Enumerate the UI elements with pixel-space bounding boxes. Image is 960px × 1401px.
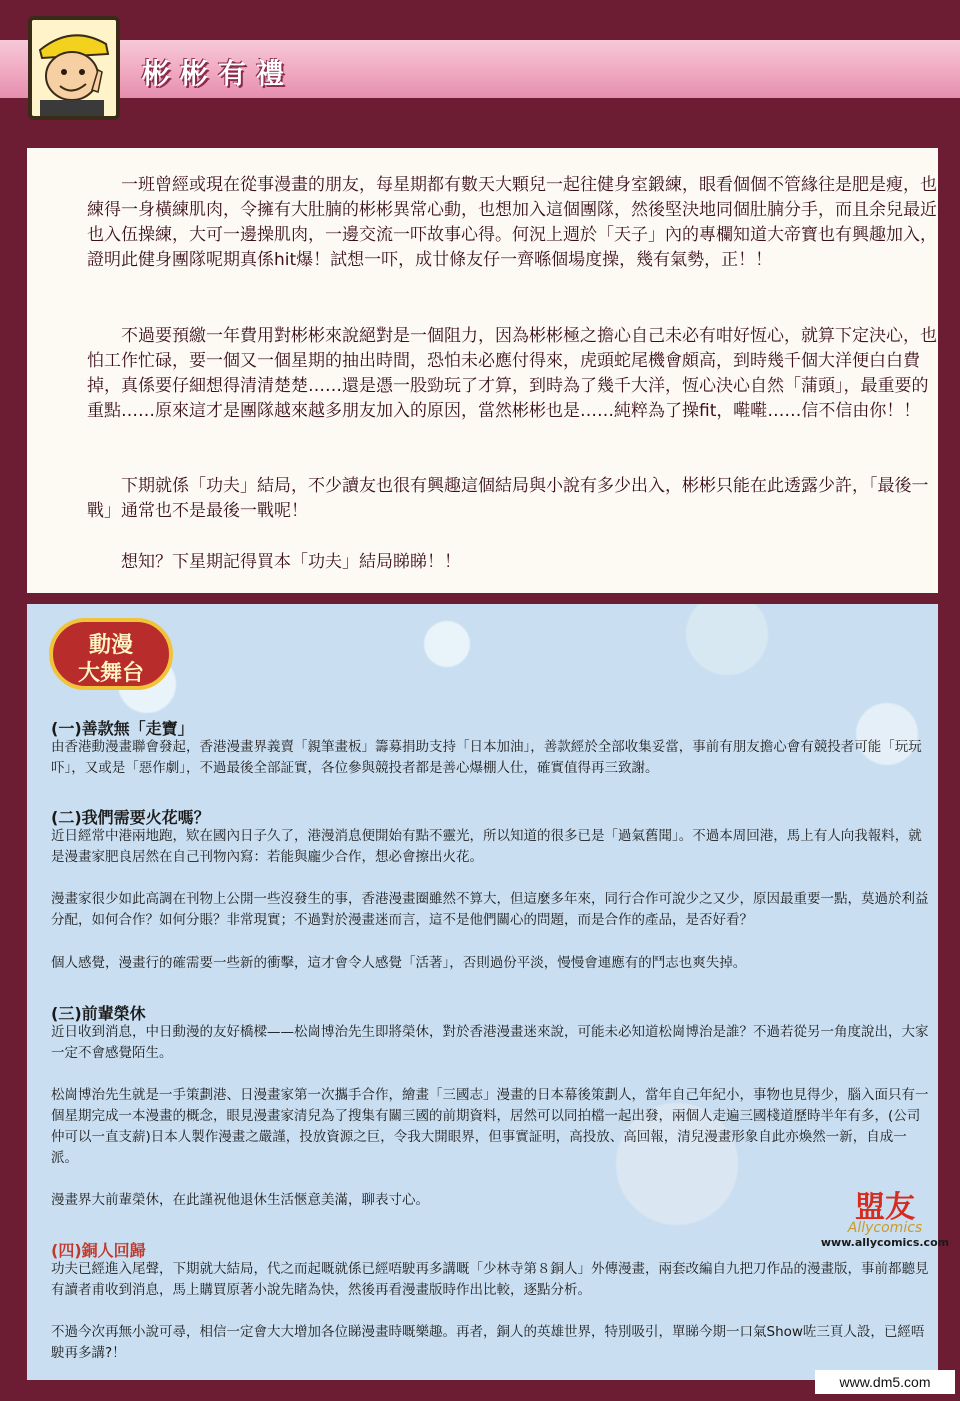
section-paragraph: 個人感覺，漫畫行的確需要一些新的衝擊，這才會令人感覺「活著」，否則過份平淡，慢慢會連應有的鬥志也爽失掉。	[51, 955, 747, 971]
logo-line-2: 大舞台	[77, 660, 144, 686]
column-paragraph: 想知？下星期記得買本「功夫」結局睇睇！！	[121, 552, 461, 572]
watermark-brand-en: Allycomics	[847, 1220, 923, 1236]
section-heading: (四)銅人回歸	[51, 1241, 146, 1260]
section-paragraph: 由香港動漫畫聯會發起，香港漫畫界義賣「親筆畫板」籌募捐助支持「日本加油」，善款經於全部收集妥當，事前有朋友擔心會有競投者可能「玩玩吓」，又或是「惡作劇」，不過最後全部証實，各位參與競投者都是善心爆棚人仕，確實值得再三致謝。	[51, 739, 922, 776]
section-heading: (二)我們需要火花嗎？	[51, 808, 210, 827]
section-paragraph: 功夫已經進入尾聲，下期就大結局，代之而起嘅就係已經唔駛再多講嘅「少林寺第８銅人」外傳漫畫，兩套改編自九把刀作品的漫畫版，事前都聽見有讀者甫收到消息，馬上購買原著小說先睹為快，然後再看漫畫版時作出比較，逐點分析。	[51, 1261, 929, 1298]
section-paragraph: 近日經常中港兩地跑，欵在國內日子久了，港漫消息便開始有點不靈光，所以知道的很多已是「過氣舊聞」。不過本周回港，馬上有人向我報料，就是漫畫家肥良居然在自己刊物內寫：若能與龐少合作，想必會擦出火花。	[51, 828, 922, 865]
section-heading: (三)前輩榮休	[51, 1004, 146, 1023]
section-paragraph: 松崗博治先生就是一手策劃港、日漫畫家第一次攜手合作，繪畫「三國志」漫畫的日本幕後策劃人，當年自己年紀小，事物也見得少，腦入面只有一個星期完成一本漫畫的概念，眼見漫畫家清兒為了搜集有關三國的前期資料，居然可以同拍檔一起出發，兩個人走遍三國棧道歷時半年有多，(公司仲可以一直支薪)日本人製作漫畫之嚴謹，投放資源之巨，令我大開眼界，但事實証明，高投放、高回報，清兒漫畫形象自此亦煥然一新，自成一派。	[51, 1087, 929, 1166]
stage-logo	[49, 618, 173, 690]
mascot-avatar	[28, 16, 120, 120]
section-paragraph: 不過今次再無小說可尋，相信一定會大大增加各位睇漫畫時嘅樂趣。再者，銅人的英雄世界，特別吸引，單睇今期一口氣Show咗三頁人設，已經唔駛再多講?！	[51, 1324, 925, 1361]
site-watermark: www.dm5.com	[815, 1370, 955, 1394]
section-paragraph: 漫畫界大前輩榮休，在此謹祝他退休生活愜意美滿，聊表寸心。	[51, 1192, 429, 1208]
page-title: 彬彬有禮	[142, 57, 295, 90]
column-paragraph: 下期就係「功夫」結局，不少讀友也很有興趣這個結局與小說有多少出入，彬彬只能在此透露少許，「最後一戰」通常也不是最後一戰呢！	[87, 476, 929, 521]
section-paragraph: 近日收到消息，中日動漫的友好橋樑——松崗博治先生即將榮休，對於香港漫畫迷來說，可能未必知道松崗博治是誰？不過若從另一角度說出，大家一定不會感覺陌生。	[51, 1024, 929, 1061]
stage-panel	[27, 604, 938, 1380]
mascot-icon	[32, 20, 116, 116]
section-heading: (一)善款無「走寶」	[51, 719, 194, 738]
column-paragraph: 不過要預繳一年費用對彬彬來說絕對是一個阻力，因為彬彬極之擔心自己未必有咁好恆心，就算下定決心，也怕工作忙碌，要一個又一個星期的抽出時間，恐怕未必應付得來，虎頭蛇尾機會頗高，到時幾千個大洋便白白費掉，真係要仔細想得清清楚楚……還是憑一股勁玩了才算，到時為了幾千大洋，恆心決心自然「蒲頭」，最重要的重點……原來這才是團隊越來越多朋友加入的原因，當然彬彬也是……純粹為了操fit，嚡嚡……信不信由你！！	[87, 326, 937, 421]
column-panel	[27, 148, 938, 593]
column-paragraph: 一班曾經或現在從事漫畫的朋友，每星期都有數天大顆兒一起往健身室鍛練，眼看個個不管緣往是肥是瘦，也練得一身橫練肌肉，令擁有大肚腩的彬彬異常心動，也想加入這個團隊，然後堅決地同個肚腩分手，而且余兒最近也入伍操練，大可一邊操肌肉，一邊交流一吓故事心得。何況上週於「天子」內的專欄知道大帝寶也有興趣加入，證明此健身團隊呢期真係hit爆！試想一吓，成廿條友仔一齊喺個場度操，幾有氣勢，正！！	[87, 175, 937, 270]
allycomics-watermark	[820, 1182, 950, 1249]
watermark-brand-cn: 盟友	[855, 1190, 915, 1225]
logo-line-1: 動漫	[88, 632, 133, 658]
watermark-url: www.allycomics.com	[820, 1236, 950, 1249]
section-paragraph: 漫畫家很少如此高調在刊物上公開一些沒發生的事，香港漫畫圈雖然不算大，但這麼多年來，同行合作可說少之又少，原因最重要一點，莫過於利益分配，如何合作？如何分賬？非常現實；不過對於漫畫迷而言，這不是他們關心的問題，而是合作的產品，是否好看？	[51, 891, 929, 928]
